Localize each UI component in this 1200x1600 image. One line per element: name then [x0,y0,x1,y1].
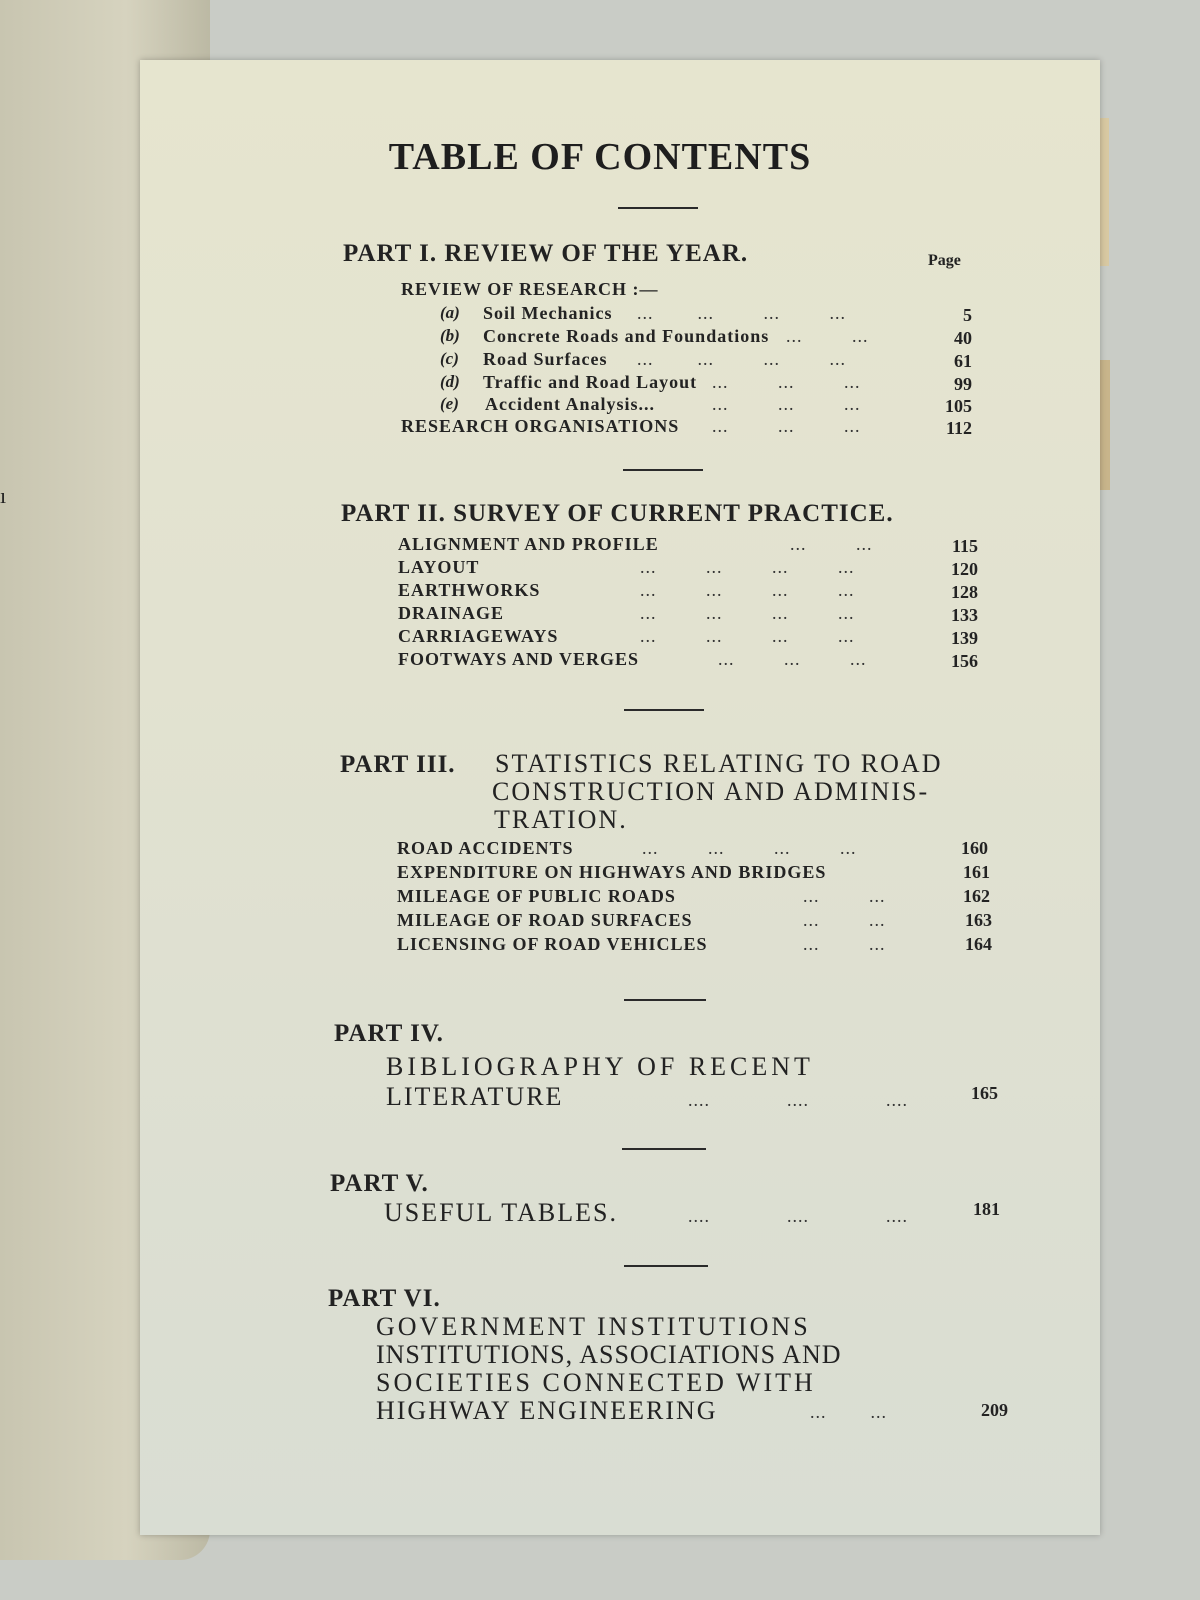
toc-entry: ROAD ACCIDENTS [397,838,574,858]
entry-letter: (b) [440,326,460,345]
part-6-title-line: INSTITUTIONS, ASSOCIATIONS AND [376,1340,842,1369]
part-2-heading: PART II. SURVEY OF CURRENT PRACTICE. [341,500,894,527]
part-6-title-line: SOCIETIES CONNECTED WITH [376,1368,816,1397]
page-tab-marker-lower [1100,360,1110,490]
toc-entry: RESEARCH ORGANISATIONS [401,416,680,436]
leader-dots: ... ... [810,1402,887,1422]
page-number: 133 [951,605,978,625]
part-6-title-line: GOVERNMENT INSTITUTIONS [376,1312,811,1341]
leader-dots: ... ... [786,326,869,346]
divider [623,469,703,471]
part-6-heading: PART VI. [328,1285,441,1312]
page-number: 165 [971,1083,998,1103]
leader-dots: ... ... [790,534,873,554]
part-1-heading: PART I. REVIEW OF THE YEAR. [343,240,749,267]
toc-entry: EARTHWORKS [398,580,541,600]
toc-entry: LICENSING OF ROAD VEHICLES [397,934,708,954]
part-5-title-line: USEFUL TABLES. [384,1198,618,1227]
leader-dots: ... ... ... ... [640,557,855,577]
page-column-heading: Page [928,252,961,269]
page-title: TABLE OF CONTENTS [388,136,812,178]
toc-entry: MILEAGE OF ROAD SURFACES [397,910,693,930]
leader-dots: .... .... .... [688,1090,908,1110]
part-3-title-line: STATISTICS RELATING TO ROAD [495,749,943,778]
toc-entry: EXPENDITURE ON HIGHWAYS AND BRIDGES [397,862,827,882]
part-4-title-line: BIBLIOGRAPHY OF RECENT [386,1052,814,1081]
page-number: 120 [951,559,978,579]
entry-letter: (c) [440,349,459,368]
part-3-title-line: TRATION. [494,805,628,834]
page-number: 128 [951,582,978,602]
leader-dots: ... ... [803,886,886,906]
entry-letter: (e) [440,394,459,413]
divider [624,1265,708,1267]
page-number: 161 [963,862,990,882]
divider [618,207,698,209]
page-number: 61 [954,351,972,371]
page-number: 163 [965,910,992,930]
leader-dots: ... ... ... [712,416,861,436]
left-page-mark: ı [0,483,7,508]
part-3-title-line: CONSTRUCTION AND ADMINIS- [492,777,930,806]
part-3-label: PART III. [340,751,456,778]
page-number: 209 [981,1400,1008,1420]
leader-dots: ... ... ... ... [640,626,855,646]
toc-entry: MILEAGE OF PUBLIC ROADS [397,886,676,906]
page-number: 181 [973,1199,1000,1219]
toc-entry: Concrete Roads and Foundations [483,326,770,346]
page-number: 162 [963,886,990,906]
divider [624,709,704,711]
leader-dots: ... ... ... ... [637,349,846,369]
page-number: 160 [961,838,988,858]
leader-dots: .... .... .... [688,1206,908,1226]
leader-dots: ... ... ... [712,394,861,414]
divider [622,1148,706,1150]
leader-dots: ... ... ... ... [640,580,855,600]
leader-dots: ... ... ... ... [637,303,846,323]
page-number: 164 [965,934,992,954]
part-5-heading: PART V. [330,1170,429,1197]
toc-entry: Road Surfaces [483,349,608,369]
toc-entry: LAYOUT [398,557,480,577]
toc-entry: Traffic and Road Layout [483,372,698,392]
page-number: 115 [951,536,978,556]
toc-entry: ALIGNMENT AND PROFILE [398,534,659,554]
leader-dots: ... ... [803,910,886,930]
toc-entry: Soil Mechanics [483,303,613,323]
divider [624,999,706,1001]
entry-letter: (d) [440,372,460,391]
page-number: 40 [954,328,972,348]
page-number: 112 [945,418,972,438]
toc-entry: CARRIAGEWAYS [398,626,559,646]
leader-dots: ... ... ... ... [640,603,855,623]
toc-entry: Accident Analysis... [485,394,656,414]
page-number: 156 [951,651,978,671]
page-number: 5 [963,305,972,325]
leader-dots: ... ... ... [718,649,867,669]
page-number: 105 [945,396,972,416]
leader-dots: ... ... ... [712,372,861,392]
page-number: 99 [954,374,972,394]
entry-letter: (a) [440,303,460,322]
page-number: 139 [951,628,978,648]
toc-entry: DRAINAGE [398,603,505,623]
part-4-heading: PART IV. [334,1020,444,1047]
leader-dots: ... ... ... ... [642,838,857,858]
leader-dots: ... ... [803,934,886,954]
part-6-title-line: HIGHWAY ENGINEERING [376,1396,718,1425]
review-of-research-heading: REVIEW OF RESEARCH :— [401,279,659,299]
toc-entry: FOOTWAYS AND VERGES [398,649,640,669]
part-4-title-line: LITERATURE [386,1082,564,1111]
